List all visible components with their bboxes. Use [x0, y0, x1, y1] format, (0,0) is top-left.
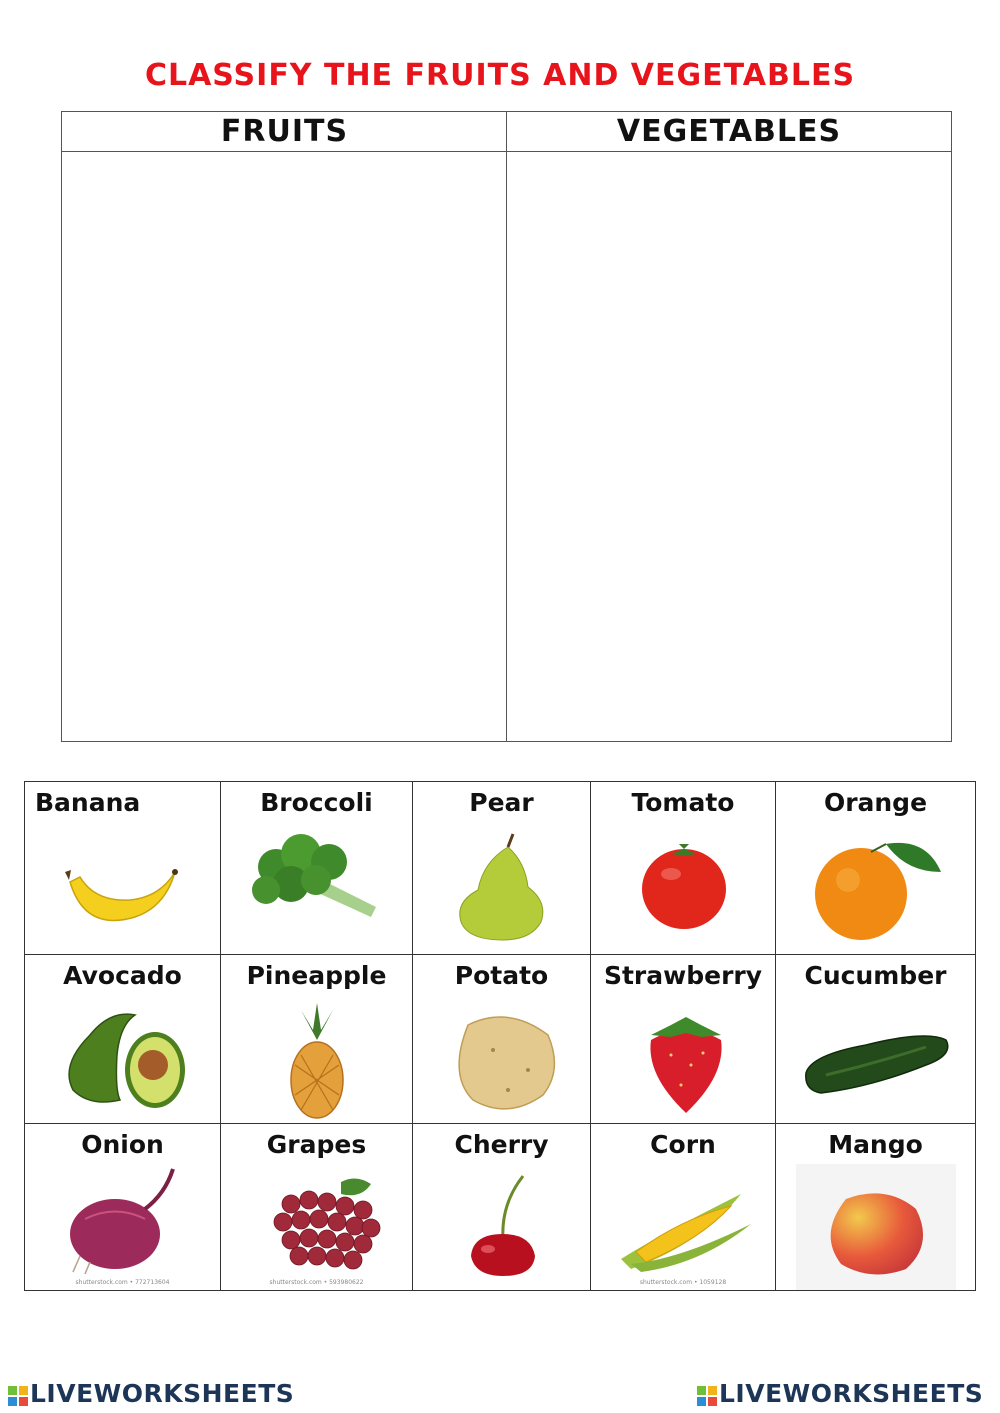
- pineapple-icon: [221, 995, 413, 1124]
- cherry-icon: [413, 1164, 591, 1290]
- card-strawberry[interactable]: [591, 955, 776, 1124]
- card-pineapple[interactable]: [221, 955, 413, 1124]
- card-orange[interactable]: [776, 782, 975, 955]
- card-cucumber[interactable]: [776, 955, 975, 1124]
- card-onion[interactable]: [25, 1124, 221, 1290]
- card-label: Mango: [828, 1130, 923, 1159]
- cucumber-icon: [776, 995, 975, 1124]
- card-label: Banana: [35, 788, 141, 817]
- card-banana[interactable]: [25, 782, 221, 955]
- card-pear[interactable]: [413, 782, 591, 955]
- image-credit: shutterstock.com • 1059128: [639, 1279, 727, 1286]
- card-mango[interactable]: [776, 1124, 975, 1290]
- card-label: Cucumber: [804, 961, 947, 990]
- image-credit: shutterstock.com • 772713604: [75, 1279, 170, 1286]
- vegetables-header: VEGETABLES: [507, 112, 951, 152]
- image-credit: shutterstock.com • 593980622: [269, 1279, 364, 1286]
- brand-name: LIVEWORKSHEETS: [30, 1378, 295, 1408]
- fruits-header: FRUITS: [62, 112, 507, 152]
- brand-name: LIVEWORKSHEETS: [719, 1378, 984, 1408]
- strawberry-icon: [591, 995, 776, 1124]
- worksheet-title: CLASSIFY THE FRUITS AND VEGETABLES: [144, 58, 856, 93]
- card-cherry[interactable]: [413, 1124, 591, 1290]
- footer-brand-right: [697, 1378, 983, 1408]
- card-label: Strawberry: [603, 961, 763, 990]
- card-label: Potato: [454, 961, 549, 990]
- footer-brand-left: [8, 1378, 294, 1408]
- card-label: Cherry: [454, 1130, 549, 1159]
- card-label: Avocado: [63, 961, 182, 990]
- card-label: Broccoli: [260, 788, 373, 817]
- corn-icon: [591, 1164, 776, 1290]
- classification-table: [61, 111, 952, 742]
- card-label: Corn: [650, 1130, 716, 1159]
- liveworksheets-logo-icon: [697, 1383, 717, 1403]
- tomato-icon: [591, 822, 776, 955]
- pear-icon: [413, 822, 591, 955]
- card-label: Onion: [81, 1130, 164, 1159]
- food-cards-grid: [24, 781, 976, 1291]
- card-label: Pear: [469, 788, 534, 817]
- vegetables-drop-zone[interactable]: [507, 152, 951, 741]
- card-broccoli[interactable]: [221, 782, 413, 955]
- card-corn[interactable]: [591, 1124, 776, 1290]
- card-label: Pineapple: [246, 961, 387, 990]
- mango-icon: [776, 1164, 975, 1290]
- card-avocado[interactable]: [25, 955, 221, 1124]
- avocado-icon: [25, 995, 221, 1124]
- card-label: Tomato: [631, 788, 735, 817]
- broccoli-icon: [221, 822, 413, 955]
- card-tomato[interactable]: [591, 782, 776, 955]
- card-label: Orange: [823, 788, 928, 817]
- onion-icon: [25, 1164, 221, 1290]
- card-potato[interactable]: [413, 955, 591, 1124]
- fruits-drop-zone[interactable]: [62, 152, 507, 741]
- card-label: Grapes: [266, 1130, 367, 1159]
- grapes-icon: [221, 1164, 413, 1290]
- liveworksheets-logo-icon: [8, 1383, 28, 1403]
- card-grapes[interactable]: [221, 1124, 413, 1290]
- orange-icon: [776, 822, 975, 955]
- banana-icon: [25, 822, 221, 955]
- potato-icon: [413, 995, 591, 1124]
